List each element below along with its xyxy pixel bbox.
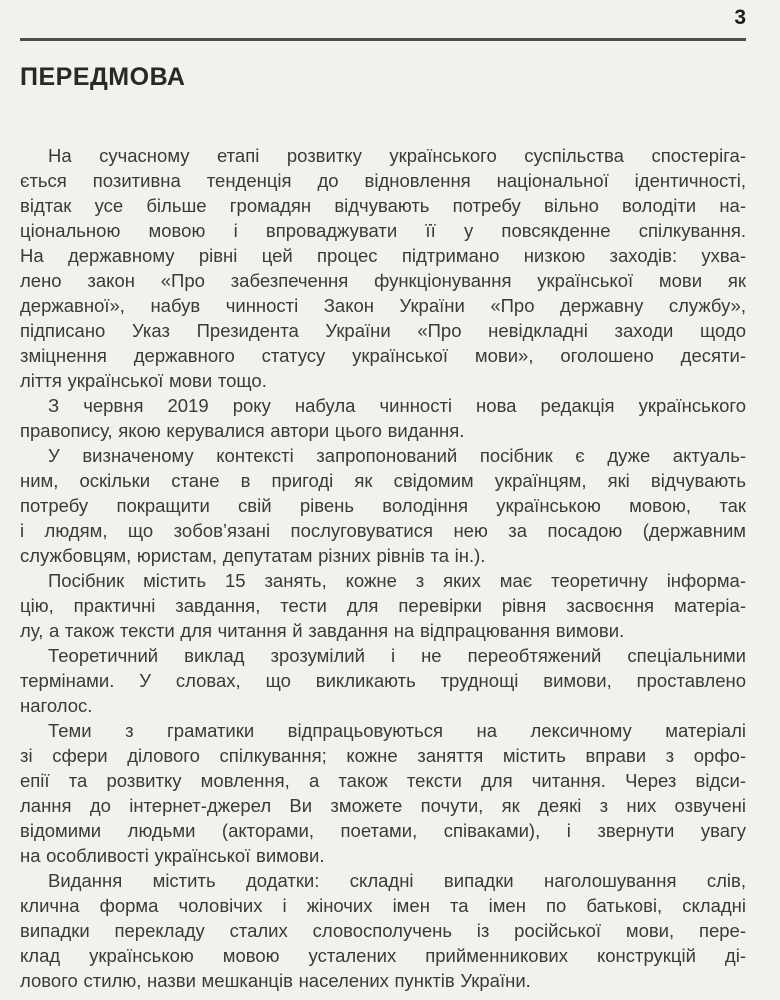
text-line: лання до інтернет-джерел Ви зможете почути, як деякі з них озвучені	[20, 795, 746, 816]
text-line: на особливості української вимови.	[20, 845, 325, 866]
text-line: і людям, що зобов’язані послуговуватися нею за посадою (державним	[20, 520, 746, 541]
text-line: У визначеному контексті запропонований посібник є дуже актуаль-	[48, 445, 746, 466]
text-line: потребу покращити свій рівень володіння українською мовою, так	[20, 495, 746, 516]
paragraph	[20, 718, 746, 868]
text-line: З червня 2019 року набула чинності нова редакція українського	[48, 395, 746, 416]
text-line: Теми з граматики відпрацьовуються на лексичному матеріалі	[48, 720, 746, 741]
text-line: правопису, якою керувалися автори цього видання.	[20, 420, 465, 441]
header-rule	[20, 38, 746, 41]
paragraph	[20, 443, 746, 568]
text-line: наголос.	[20, 695, 93, 716]
text-line: відомими людьми (акторами, поетами, співаками), і звернути увагу	[20, 820, 746, 841]
text-line: зі сфери ділового спілкування; кожне заняття містить вправи з орфо-	[20, 745, 746, 766]
text-line: ліття української мови тощо.	[20, 370, 267, 391]
text-line: Посібник містить 15 занять, кожне з яких має теоретичну інформа-	[48, 570, 746, 591]
text-line: цію, практичні завдання, тести для перевірки рівня засвоєння матеріа-	[20, 595, 746, 616]
page-number: 3	[734, 6, 746, 29]
text-line: ним, оскільки стане в пригоді як свідомим українцям, які відчувають	[20, 470, 746, 491]
text-line: випадки перекладу сталих словосполучень із російської мови, пере-	[20, 920, 746, 941]
page-header	[20, 0, 746, 30]
text-line: зміцнення державного статусу української мови», оголошено десяти-	[20, 345, 746, 366]
text-line: клична форма чоловічих і жіночих імен та імен по батькові, складні	[20, 895, 746, 916]
paragraph	[20, 568, 746, 643]
text-line: епії та розвитку мовлення, а також тексти для читання. Через відси-	[20, 770, 746, 791]
paragraph	[20, 143, 746, 393]
text-line: державної», набув чинності Закон України «Про державну службу»,	[20, 295, 746, 316]
text-line: відтак усе більше громадян відчувають потребу вільно володіти на-	[20, 195, 746, 216]
text-line: лового стилю, назви мешканців населених пунктів України.	[20, 970, 531, 991]
text-line: ється позитивна тенденція до відновлення національної ідентичності,	[20, 170, 746, 191]
text-line: термінами. У словах, що викликають труднощі вимови, проставлено	[20, 670, 746, 691]
paragraph	[20, 643, 746, 718]
paragraph	[20, 868, 746, 993]
text-line: На державному рівні цей процес підтримано низкою заходів: ухва-	[20, 245, 746, 266]
text-line: клад українською мовою усталених прийменникових конструкцій ді-	[20, 945, 746, 966]
text-line: Видання містить додатки: складні випадки наголошування слів,	[48, 870, 746, 891]
paragraph	[20, 393, 746, 443]
text-line: службовцям, юристам, депутатам різних рівнів та ін.).	[20, 545, 486, 566]
text-line: підписано Указ Президента України «Про невідкладні заходи щодо	[20, 320, 746, 341]
text-line: ціональною мовою і впроваджувати її у повсякденне спілкування.	[20, 220, 746, 241]
text-line: На сучасному етапі розвитку українського суспільства спостеріга-	[48, 145, 746, 166]
text-line: лено закон «Про забезпечення функціонування української мови як	[20, 270, 746, 291]
text-line: Теоретичний виклад зрозумілий і не переобтяжений спеціальними	[48, 645, 746, 666]
page-title: ПЕРЕДМОВА	[20, 63, 186, 91]
preface-text	[20, 143, 746, 993]
text-line: лу, а також тексти для читання й завдання на відпрацювання вимови.	[20, 620, 625, 641]
